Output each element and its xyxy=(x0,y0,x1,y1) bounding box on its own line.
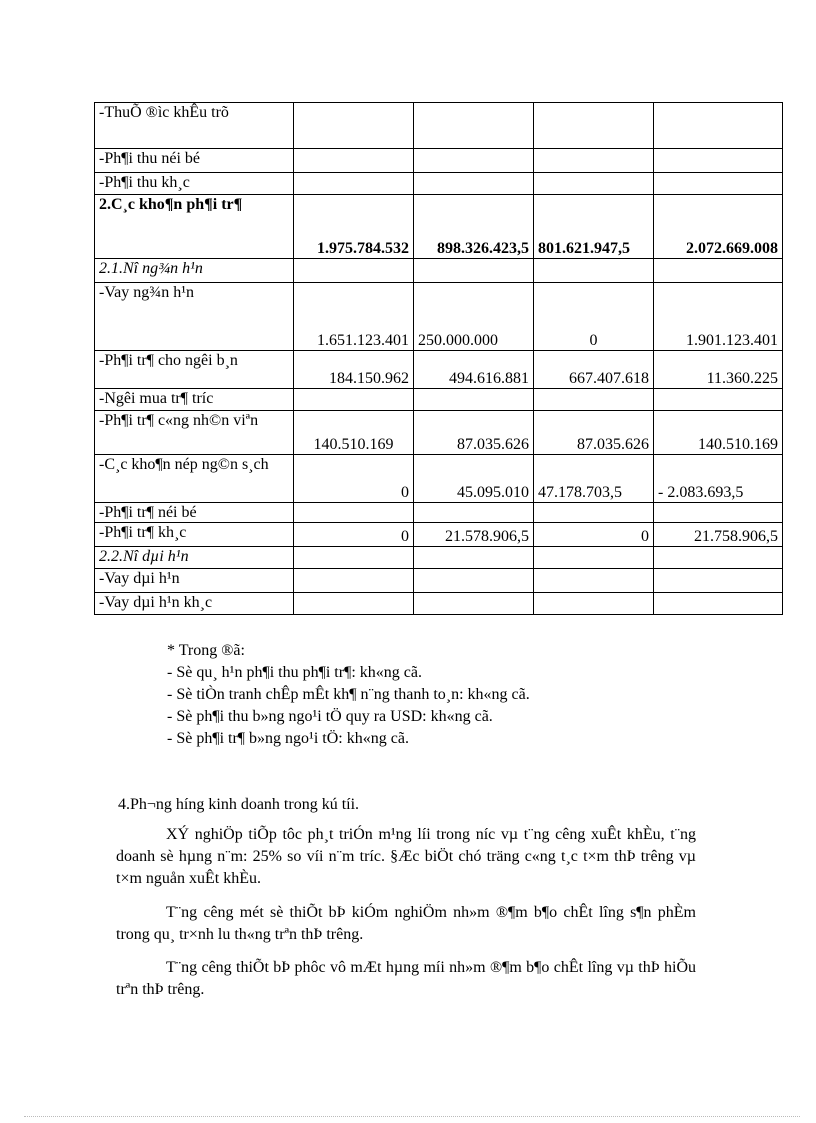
value-cell xyxy=(534,173,654,195)
value-cell: 801.621.947,5 xyxy=(534,195,654,259)
value-cell: 140.510.169 xyxy=(654,411,783,455)
value-cell xyxy=(534,503,654,523)
value-cell: 140.510.169 xyxy=(294,411,414,455)
value-cell: 0 xyxy=(294,523,414,547)
table-row xyxy=(95,283,783,351)
value-cell xyxy=(294,569,414,593)
table-row xyxy=(95,523,783,547)
value-cell: 250.000.000 xyxy=(414,283,534,351)
paragraph: T¨ng cêng mét sè thiÕt bÞ kiÓm nghiÖm nh»m ®¶m b¶o chÊt lîng s¶n phÈm trong qu¸ tr×nh lu th«ng trªn thÞ trêng. xyxy=(116,904,696,943)
value-cell: 184.150.962 xyxy=(294,351,414,389)
value-cell xyxy=(294,103,414,149)
value-cell xyxy=(294,547,414,569)
paragraph: XÝ nghiÖp tiÕp tôc ph¸t triÓn m¹ng líi trong níc vµ t¨ng cêng xuÊt khÈu, t¨ng doanh sè hµng n¨m: 25% so víi n¨m tríc. §Æc biÖt chó träng c«ng t¸c t×m thÞ trêng vµ t×m nguån xuÊt khÈu. xyxy=(116,826,696,887)
table-row xyxy=(95,259,783,283)
value-cell xyxy=(654,389,783,411)
value-cell: 11.360.225 xyxy=(654,351,783,389)
value-cell xyxy=(654,259,783,283)
value-cell xyxy=(534,547,654,569)
value-cell: 47.178.703,5 xyxy=(534,455,654,503)
table-row xyxy=(95,195,783,259)
row-label: -Ph¶i tr¶ kh¸c xyxy=(95,523,294,547)
value-cell xyxy=(294,503,414,523)
table-row xyxy=(95,569,783,593)
value-cell xyxy=(534,389,654,411)
note-item: - Sè qu¸ h¹n ph¶i thu ph¶i tr¶: kh«ng cã. xyxy=(167,664,422,681)
value-cell: 494.616.881 xyxy=(414,351,534,389)
value-cell xyxy=(414,149,534,173)
value-cell xyxy=(414,547,534,569)
value-cell: 0 xyxy=(534,523,654,547)
value-cell xyxy=(534,259,654,283)
row-label: -Vay ng¾n h¹n xyxy=(95,283,294,351)
value-cell xyxy=(414,259,534,283)
table-row xyxy=(95,389,783,411)
value-cell xyxy=(294,259,414,283)
section-title: 4.Ph¬ng híng kinh doanh trong kú tíi. xyxy=(118,796,360,813)
value-cell: - 2.083.693,5 xyxy=(654,455,783,503)
value-cell xyxy=(534,103,654,149)
row-label: -Ph¶i thu kh¸c xyxy=(95,173,294,195)
value-cell xyxy=(654,149,783,173)
row-label: -Ngêi mua tr¶ tríc xyxy=(95,389,294,411)
value-cell xyxy=(414,173,534,195)
table-row xyxy=(95,351,783,389)
table-row xyxy=(95,103,783,149)
balance-table xyxy=(94,102,783,615)
row-label: 2.C¸c kho¶n ph¶i tr¶ xyxy=(95,195,294,259)
value-cell xyxy=(654,173,783,195)
row-label: -ThuÕ ®ìc khÊu trõ xyxy=(95,103,294,149)
row-label: 2.1.Nî ng¾n h¹n xyxy=(95,259,294,283)
value-cell: 21.758.906,5 xyxy=(654,523,783,547)
value-cell xyxy=(294,173,414,195)
value-cell: 21.578.906,5 xyxy=(414,523,534,547)
table-row xyxy=(95,173,783,195)
row-label: -Vay dµi h¹n kh¸c xyxy=(95,593,294,615)
value-cell: 898.326.423,5 xyxy=(414,195,534,259)
balance-table-body xyxy=(95,103,783,615)
value-cell xyxy=(414,593,534,615)
value-cell: 1.975.784.532 xyxy=(294,195,414,259)
value-cell xyxy=(654,547,783,569)
row-label: -Vay dµi h¹n xyxy=(95,569,294,593)
value-cell xyxy=(414,569,534,593)
table-row xyxy=(95,455,783,503)
value-cell xyxy=(654,503,783,523)
value-cell: 667.407.618 xyxy=(534,351,654,389)
row-label: -Ph¶i tr¶ c«ng nh©n viªn xyxy=(95,411,294,455)
table-row xyxy=(95,149,783,173)
table-row xyxy=(95,593,783,615)
value-cell xyxy=(294,593,414,615)
value-cell xyxy=(654,593,783,615)
value-cell xyxy=(294,149,414,173)
note-item: - Sè tiÒn tranh chÊp mÊt kh¶ n¨ng thanh to¸n: kh«ng cã. xyxy=(167,686,530,703)
value-cell: 1.651.123.401 xyxy=(294,283,414,351)
note-item: - Sè ph¶i tr¶ b»ng ngo¹i tÖ: kh«ng cã. xyxy=(167,730,409,747)
value-cell xyxy=(534,593,654,615)
notes-block xyxy=(167,640,530,750)
value-cell: 0 xyxy=(294,455,414,503)
value-cell xyxy=(534,569,654,593)
table-row xyxy=(95,411,783,455)
value-cell xyxy=(294,389,414,411)
value-cell: 87.035.626 xyxy=(414,411,534,455)
value-cell: 1.901.123.401 xyxy=(654,283,783,351)
value-cell: 0 xyxy=(534,283,654,351)
value-cell: 2.072.669.008 xyxy=(654,195,783,259)
row-label: -Ph¶i thu néi bé xyxy=(95,149,294,173)
row-label: -Ph¶i tr¶ cho ngêi b¸n xyxy=(95,351,294,389)
row-label: 2.2.Nî dµi h¹n xyxy=(95,547,294,569)
value-cell xyxy=(414,503,534,523)
notes-heading: * Trong ®ã: xyxy=(167,642,245,659)
table-row xyxy=(95,503,783,523)
paragraph: T¨ng cêng thiÕt bÞ phôc vô mÆt hµng míi nh»m ®¶m b¶o chÊt lîng vµ thÞ hiÕu trªn thÞ trêng. xyxy=(116,959,696,998)
value-cell: 45.095.010 xyxy=(414,455,534,503)
value-cell xyxy=(654,569,783,593)
row-label: -Ph¶i tr¶ néi bé xyxy=(95,503,294,523)
value-cell xyxy=(414,103,534,149)
value-cell xyxy=(534,149,654,173)
row-label: -C¸c kho¶n nép ng©n s¸ch xyxy=(95,455,294,503)
value-cell xyxy=(654,103,783,149)
note-item: - Sè ph¶i thu b»ng ngo¹i tÖ quy ra USD: kh«ng cã. xyxy=(167,708,493,725)
table-row xyxy=(95,547,783,569)
page-bottom-divider xyxy=(24,1116,800,1117)
value-cell xyxy=(414,389,534,411)
value-cell: 87.035.626 xyxy=(534,411,654,455)
